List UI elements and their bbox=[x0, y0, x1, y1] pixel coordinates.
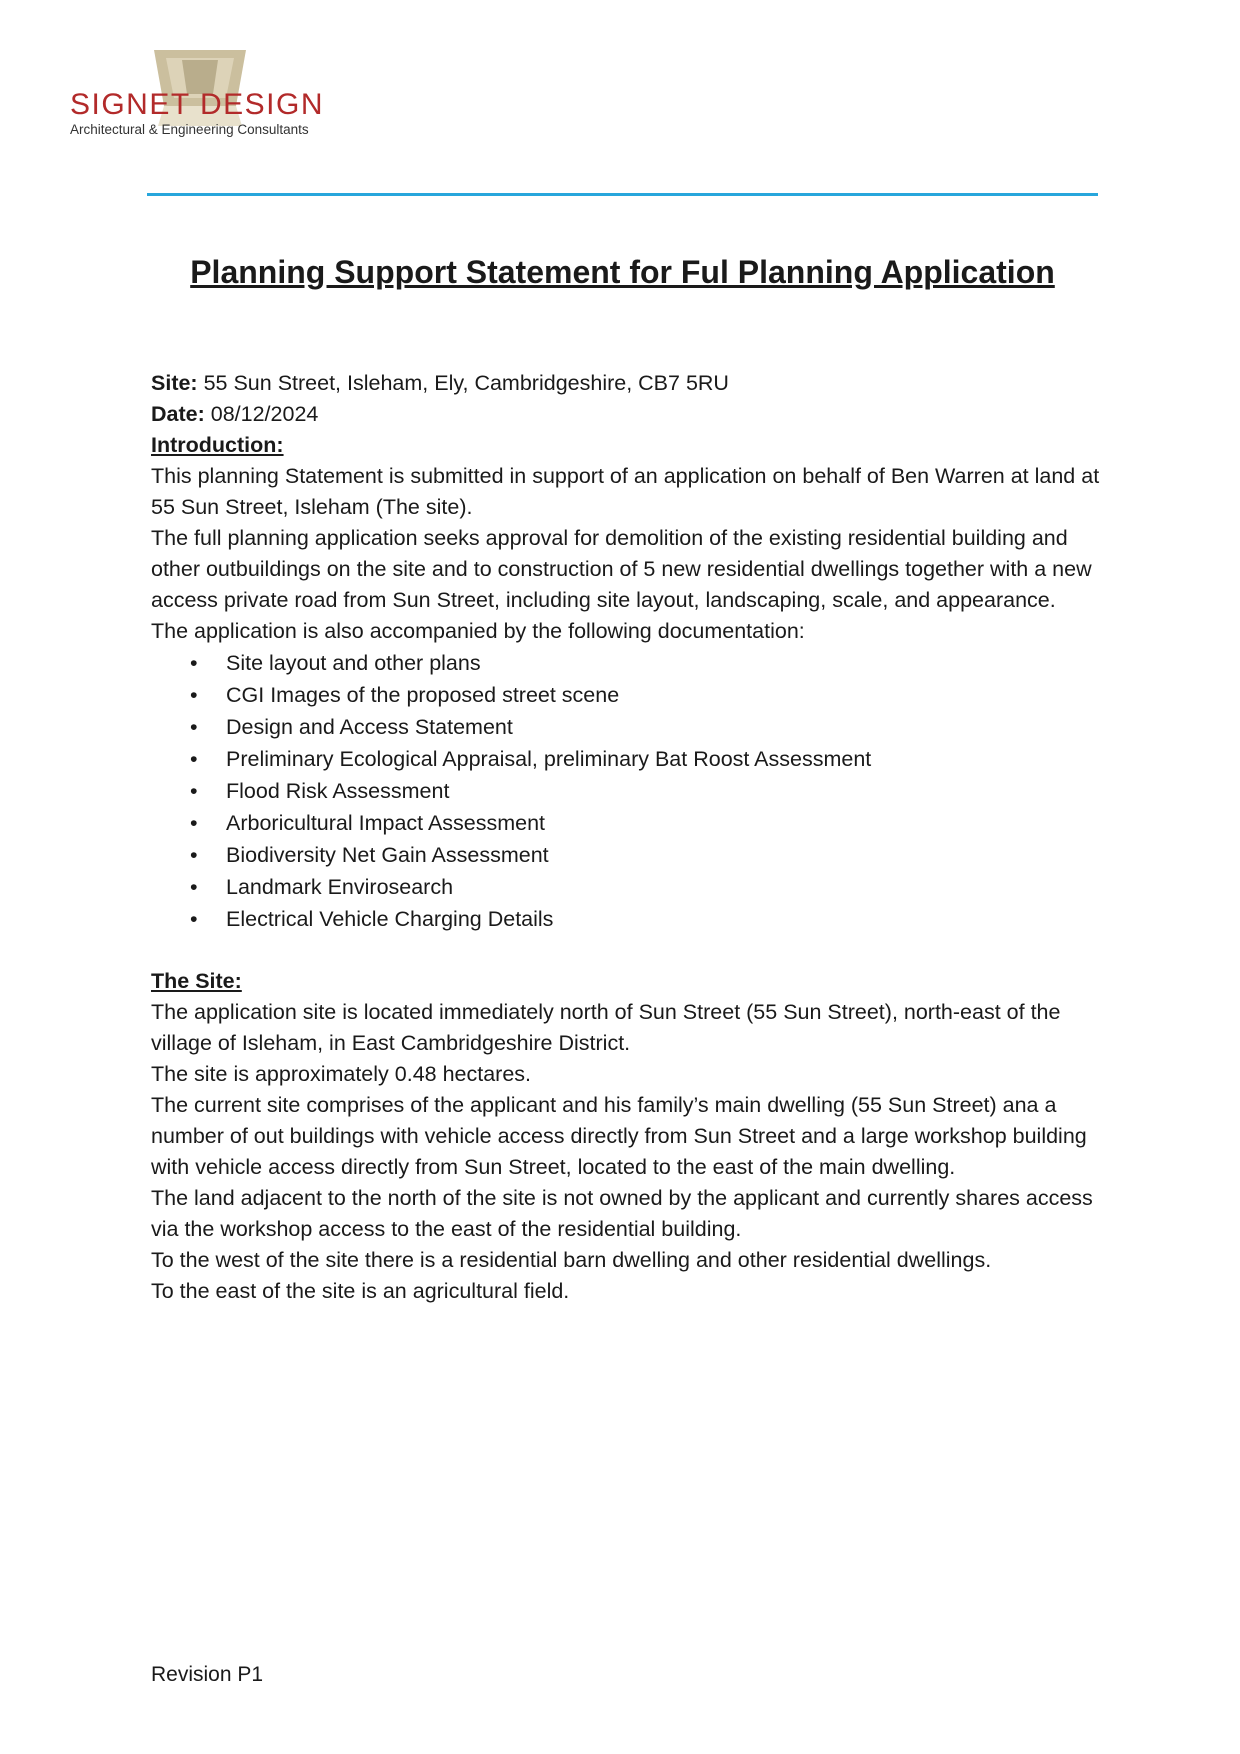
documentation-list bbox=[151, 647, 1111, 935]
list-item bbox=[151, 743, 1111, 775]
bullet-icon: • bbox=[190, 651, 198, 675]
bullet-icon: • bbox=[190, 779, 198, 803]
introduction-heading: Introduction: bbox=[151, 433, 284, 457]
document-title: Planning Support Statement for Ful Planning Application bbox=[190, 254, 1055, 290]
site-paragraph: The application site is located immediately north of Sun Street (55 Sun Street), north-east of the village of Isleham, in East Cambridgeshire District. bbox=[151, 1000, 1061, 1055]
site-value: 55 Sun Street, Isleham, Ely, Cambridgeshire, CB7 5RU bbox=[203, 371, 729, 395]
site-paragraph-line: To the east of the site is an agricultural field. bbox=[151, 1279, 570, 1303]
list-item-text: Site layout and other plans bbox=[226, 651, 481, 675]
list-item bbox=[151, 839, 1111, 871]
list-item-text: Landmark Envirosearch bbox=[226, 875, 454, 899]
date-label: Date: bbox=[151, 402, 205, 426]
introduction-paragraph: This planning Statement is submitted in support of an application on behalf of Ben Warren at land at 55 Sun Street, Isleham (The site). bbox=[151, 464, 1100, 519]
list-item bbox=[151, 775, 1111, 807]
list-item bbox=[151, 903, 1111, 935]
logo-tagline: Architectural & Engineering Consultants bbox=[70, 122, 309, 137]
list-item-text: Design and Access Statement bbox=[226, 715, 513, 739]
date-line bbox=[151, 399, 1111, 430]
list-item-text: CGI Images of the proposed street scene bbox=[226, 683, 620, 707]
list-item-text: Flood Risk Assessment bbox=[226, 779, 450, 803]
bullet-icon: • bbox=[190, 907, 198, 931]
bullet-icon: • bbox=[190, 747, 198, 771]
revision-footer: Revision P1 bbox=[151, 1663, 264, 1686]
site-line bbox=[151, 368, 1111, 399]
list-item bbox=[151, 679, 1111, 711]
bullet-icon: • bbox=[190, 715, 198, 739]
logo-company-name: SIGNET DESIGN bbox=[70, 88, 324, 121]
company-logo bbox=[68, 44, 328, 144]
list-item bbox=[151, 807, 1111, 839]
list-item-text: Electrical Vehicle Charging Details bbox=[226, 907, 554, 931]
list-item bbox=[151, 711, 1111, 743]
list-item-text: Biodiversity Net Gain Assessment bbox=[226, 843, 549, 867]
list-item-text: Arboricultural Impact Assessment bbox=[226, 811, 546, 835]
site-paragraph-line: To the west of the site there is a residential barn dwelling and other residential dwellings. bbox=[151, 1248, 992, 1272]
date-value: 08/12/2024 bbox=[210, 402, 319, 426]
document-body bbox=[151, 368, 1111, 1307]
list-item bbox=[151, 647, 1111, 679]
header-divider bbox=[147, 193, 1098, 196]
list-item bbox=[151, 871, 1111, 903]
the-site-heading: The Site: bbox=[151, 969, 242, 993]
bullet-icon: • bbox=[190, 683, 198, 707]
bullet-icon: • bbox=[190, 843, 198, 867]
introduction-paragraph: The full planning application seeks approval for demolition of the existing residential building and other outbuildings on the site and to construction of 5 new residential dwellings together with a new access private road from Sun Street, including site layout, landscaping, scale, and appearance. bbox=[151, 526, 1092, 612]
site-paragraph: The land adjacent to the north of the site is not owned by the applicant and currently shares access via the workshop access to the east of the residential building. bbox=[151, 1186, 1093, 1241]
list-item-text: Preliminary Ecological Appraisal, preliminary Bat Roost Assessment bbox=[226, 747, 872, 771]
bullet-icon: • bbox=[190, 875, 198, 899]
site-label: Site: bbox=[151, 371, 198, 395]
bullet-icon: • bbox=[190, 811, 198, 835]
site-paragraph: The site is approximately 0.48 hectares. bbox=[151, 1062, 532, 1086]
site-paragraph: The current site comprises of the applicant and his family’s main dwelling (55 Sun Street) ana a number of out buildings with vehicle access directly from Sun Street and a large workshop building with vehicle access directly from Sun Street, located to the east of the main dwelling. bbox=[151, 1093, 1087, 1179]
introduction-paragraph: The application is also accompanied by the following documentation: bbox=[151, 619, 805, 643]
